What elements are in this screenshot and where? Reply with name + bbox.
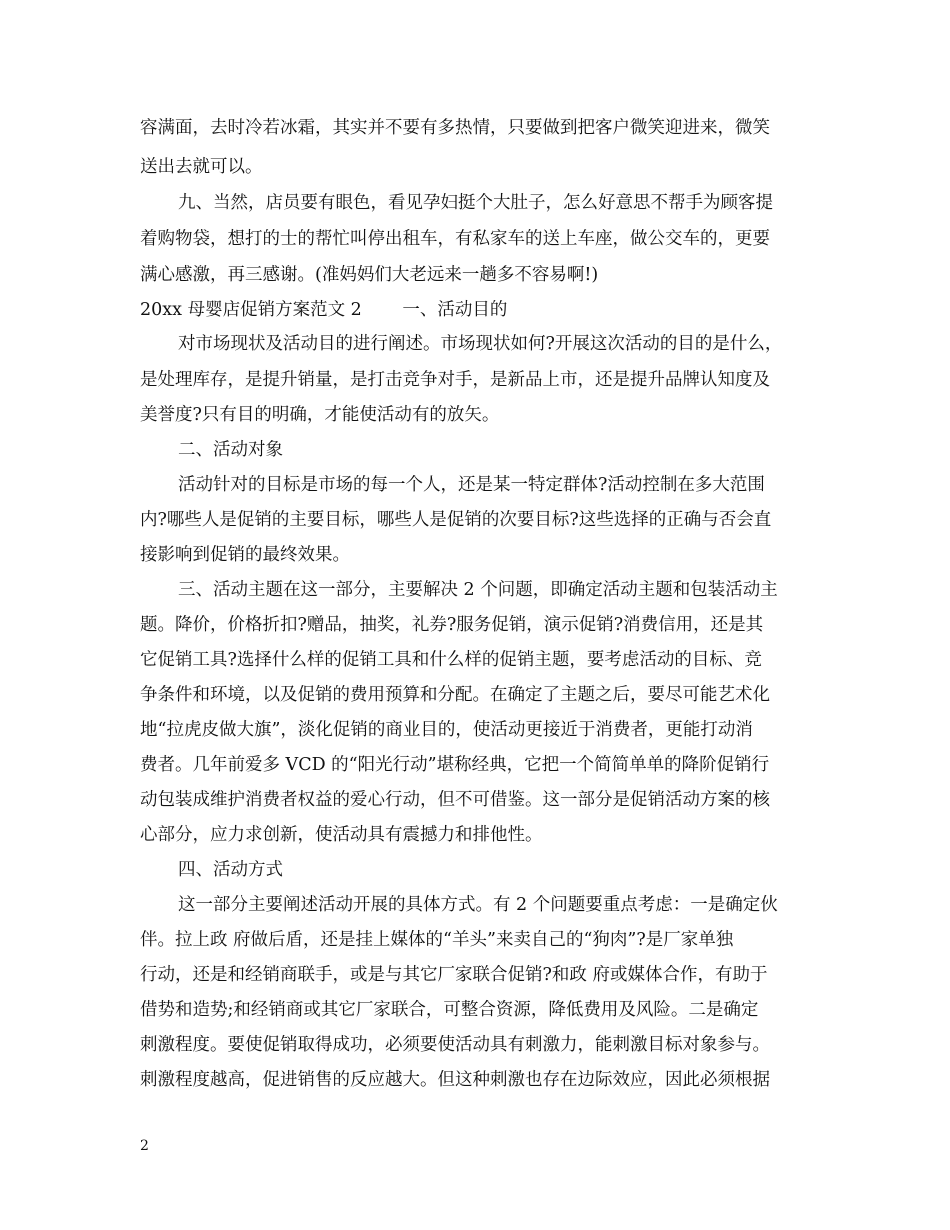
text-line: 行动，还是和经销商联手，或是与其它厂家联合促销?和政 府或媒体合作，有助于 bbox=[140, 965, 768, 985]
text-line: 内?哪些人是促销的主要目标，哪些人是促销的次要目标?这些选择的正确与否会直 bbox=[140, 510, 772, 530]
text-line: 满心感激，再三感谢。(准妈妈们大老远来一趟多不容易啊!) bbox=[140, 265, 599, 285]
section-heading: 四、活动方式 bbox=[178, 860, 283, 880]
text-line: 美誉度?只有目的明确，才能使活动有的放矢。 bbox=[140, 405, 500, 425]
section-heading: 二、活动对象 bbox=[178, 440, 283, 460]
text-line: 九、当然，店员要有眼色，看见孕妇挺个大肚子，怎么好意思不帮手为顾客提 bbox=[178, 193, 773, 213]
text-line: 费者。几年前爱多 VCD 的“阳光行动”堪称经典，它把一个简简单单的降阶促销行 bbox=[140, 755, 770, 775]
text-line: 它促销工具?选择什么样的促销工具和什么样的促销主题，要考虑活动的目标、竞 bbox=[140, 650, 762, 670]
text-line: 心部分，应力求创新，使活动具有震撼力和排他性。 bbox=[140, 825, 543, 845]
text-line: 争条件和环境，以及促销的费用预算和分配。在确定了主题之后，要尽可能艺术化 bbox=[140, 685, 770, 705]
text-line: 刺激程度。要使促销取得成功，必须要使活动具有刺激力，能刺激目标对象参与。 bbox=[140, 1035, 770, 1055]
text-line: 动包装成维护消费者权益的爱心行动，但不可借鉴。这一部分是促销活动方案的核 bbox=[140, 790, 770, 810]
text-line: 三、活动主题在这一部分，主要解决 2 个问题，即确定活动主题和包装活动主 bbox=[178, 580, 778, 600]
text-line: 是处理库存，是提升销量，是打击竞争对手，是新品上市，还是提升品牌认知度及 bbox=[140, 370, 770, 390]
text-line: 刺激程度越高，促进销售的反应越大。但这种刺激也存在边际效应，因此必须根据 bbox=[140, 1070, 770, 1090]
text-line: 着购物袋，想打的士的帮忙叫停出租车，有私家车的送上车座，做公交车的，更要 bbox=[140, 229, 770, 249]
page-number: 2 bbox=[140, 1138, 149, 1154]
text-line: 伴。拉上政 府做后盾，还是挂上媒体的“羊头”来卖自己的“狗肉”?是厂家单独 bbox=[140, 930, 734, 950]
text-line: 接影响到促销的最终效果。 bbox=[140, 545, 350, 565]
text-line: 这一部分主要阐述活动开展的具体方式。有 2 个问题要重点考虑：一是确定伙 bbox=[178, 895, 778, 915]
text-line: 地“拉虎皮做大旗”，淡化促销的商业目的，使活动更接近于消费者，更能打动消 bbox=[140, 720, 753, 740]
text-line: 对市场现状及活动目的进行阐述。市场现状如何?开展这次活动的目的是什么， bbox=[178, 334, 783, 354]
text-line: 送出去就可以。 bbox=[140, 157, 263, 177]
text-line: 借势和造势;和经销商或其它厂家联合，可整合资源，降低费用及风险。二是确定 bbox=[140, 1000, 759, 1020]
text-line: 活动针对的目标是市场的每一个人，还是某一特定群体?活动控制在多大范围 bbox=[178, 475, 765, 495]
section-heading: 20xx 母婴店促销方案范文 2 一、活动目的 bbox=[140, 300, 508, 320]
text-line: 题。降价，价格折扣?赠品，抽奖，礼券?服务促销，演示促销?消费信用，还是其 bbox=[140, 615, 764, 635]
text-line: 容满面，去时冷若冰霜，其实并不要有多热情，只要做到把客户微笑迎进来，微笑 bbox=[140, 118, 770, 138]
